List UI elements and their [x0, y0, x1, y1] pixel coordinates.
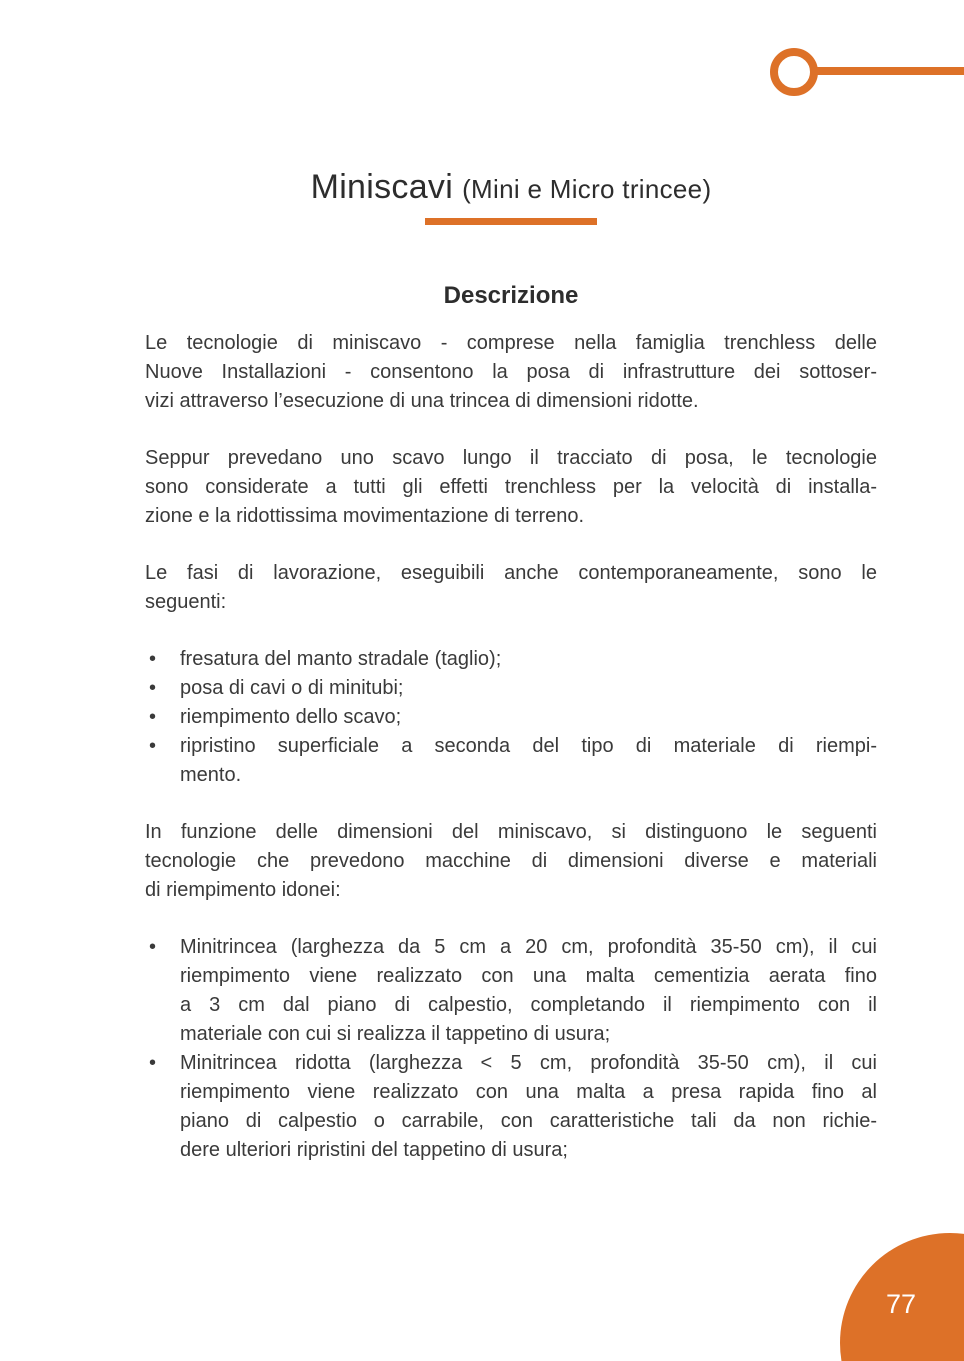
bullet-icon: • [149, 677, 157, 699]
text-line: Minitrincea (larghezza da 5 cm a 20 cm, profondità 35-50 cm), il cui [180, 936, 877, 958]
text-line: sono considerate a tutti gli effetti trenchless per la velocità di installa- [145, 476, 877, 498]
text-line: riempimento dello scavo; [180, 706, 402, 728]
title-main: Miniscavi [310, 168, 454, 206]
text-line: materiale con cui si realizza il tappetino di usura; [180, 1023, 611, 1045]
page-title [145, 167, 877, 210]
text-line: dere ulteriori ripristini del tappetino di usura; [180, 1139, 568, 1161]
bullet-icon: • [149, 735, 157, 757]
list-item [145, 732, 877, 790]
title-underline [425, 218, 597, 225]
text-line: Minitrincea ridotta (larghezza < 5 cm, profondità 35-50 cm), il cui [180, 1052, 877, 1074]
paragraph-trenchless [145, 444, 877, 531]
bullet-icon: • [149, 1052, 157, 1074]
text-line: vizi attraverso l’esecuzione di una trincea di dimensioni ridotte. [145, 390, 699, 412]
text-line: seguenti: [145, 591, 227, 613]
text-line: di riempimento idonei: [145, 879, 341, 901]
page-number: 77 [886, 1289, 917, 1319]
text-line: Seppur prevedano uno scavo lungo il tracciato di posa, le tecnologie [145, 447, 877, 469]
section-heading: Descrizione [443, 282, 579, 309]
list-item [145, 933, 877, 1049]
list-item [145, 674, 877, 703]
bullet-icon: • [149, 706, 157, 728]
text-line: zione e la ridottissima movimentazione di terreno. [145, 505, 585, 527]
text-line: riempimento viene realizzato con una malta cementizia aerata fino [180, 965, 877, 987]
technologies-list [145, 933, 877, 1165]
text-line: ripristino superficiale a seconda del tipo di materiale di riempi- [180, 735, 877, 757]
text-line: tecnologie che prevedono macchine di dimensioni diverse e materiali [145, 850, 877, 872]
list-item [145, 645, 877, 674]
paragraph-intro [145, 329, 877, 416]
list-item [145, 703, 877, 732]
text-line: fresatura del manto stradale (taglio); [180, 648, 502, 670]
text-line: Le fasi di lavorazione, eseguibili anche contemporaneamente, sono le [145, 562, 877, 584]
text-line: In funzione delle dimensioni del miniscavo, si distinguono le seguenti [145, 821, 877, 843]
text-line: Nuove Installazioni - consentono la posa di infrastrutture dei sottoser- [145, 361, 877, 383]
list-item [145, 1049, 877, 1165]
phases-list [145, 645, 877, 790]
page-content [145, 0, 877, 1185]
bullet-icon: • [149, 936, 157, 958]
title-subtitle: (Mini e Micro trincee) [462, 174, 712, 204]
text-line: mento. [180, 764, 242, 786]
text-line: piano di calpestio o carrabile, con caratteristiche tali da non richie- [180, 1110, 877, 1132]
text-line: Le tecnologie di miniscavo - comprese nella famiglia trenchless delle [145, 332, 877, 354]
text-line: posa di cavi o di minitubi; [180, 677, 404, 699]
paragraph-technologies-intro [145, 818, 877, 905]
page-number-blob [840, 1233, 964, 1361]
bullet-icon: • [149, 648, 157, 670]
text-line: a 3 cm dal piano di calpestio, completando il riempimento con il [180, 994, 877, 1016]
text-line: riempimento viene realizzato con una malta a presa rapida fino al [180, 1081, 877, 1103]
paragraph-phases-intro [145, 559, 877, 617]
